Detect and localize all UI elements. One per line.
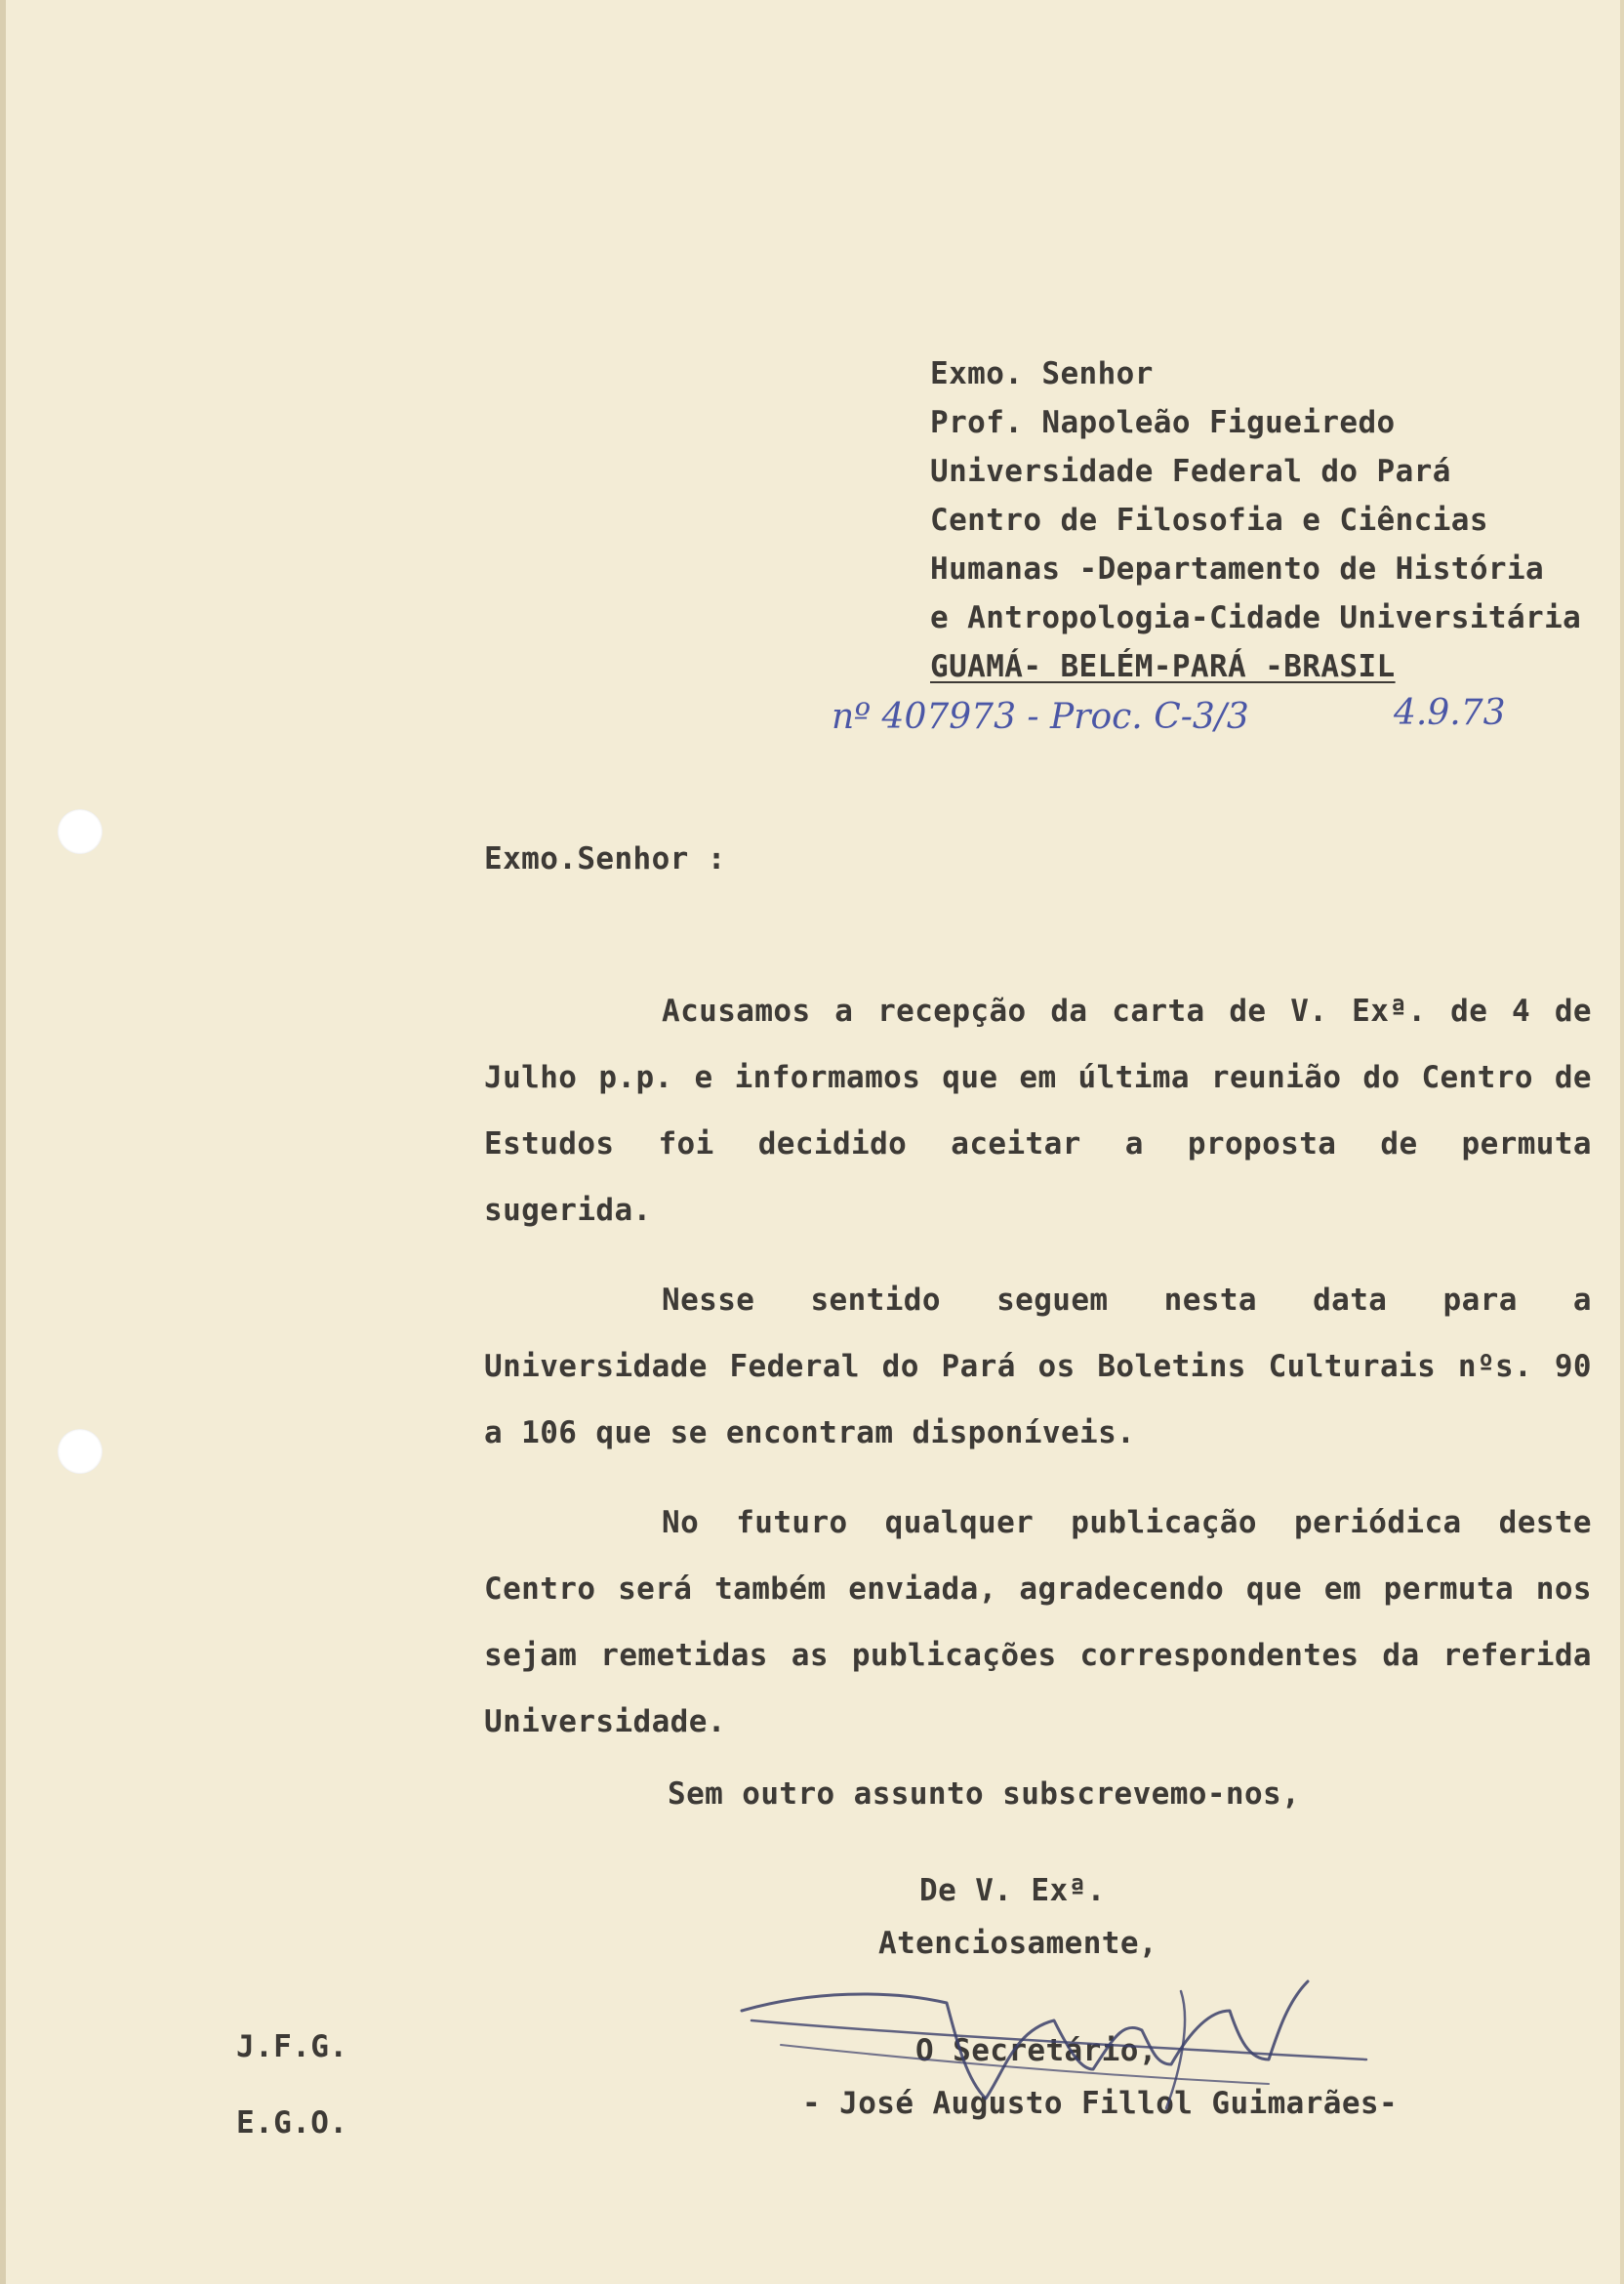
punch-hole-bottom — [58, 1429, 102, 1474]
signoff-title: O Secretário, — [915, 2033, 1157, 2068]
signatory-name: - José Augusto Fillol Guimarães- — [802, 2086, 1399, 2121]
handwritten-date: 4.9.73 — [1394, 693, 1506, 733]
body-paragraph: Acusamos a recepção da carta de V. Exª. de 4 de Julho p.p. e informamos que em última reunião do Centro de Estudos foi decidido aceitar a proposta de permuta sugerida. — [484, 994, 1592, 1228]
address-line: Prof. Napoleão Figueiredo — [930, 405, 1396, 440]
closing-line: Sem outro assunto subscrevemo-nos, — [668, 1776, 1301, 1812]
body-paragraph: Nesse sentido seguem nesta data para a Universidade Federal do Pará os Boletins Culturais nºs. 90 a 106 que se encontram disponíveis. — [484, 1283, 1592, 1450]
signoff-courtesy: De V. Exª. — [919, 1873, 1106, 1908]
handwritten-signature — [722, 1952, 1386, 2138]
recipient-address — [930, 349, 1581, 691]
letter-body — [484, 978, 1592, 1755]
page-right-edge — [1620, 0, 1624, 2284]
initials-line: E.G.O. — [236, 2105, 348, 2141]
initials-line: J.F.G. — [236, 2029, 348, 2064]
address-line: Centro de Filosofia e Ciências — [930, 503, 1488, 538]
address-line: e Antropologia-Cidade Universitária — [930, 600, 1582, 635]
address-city-line: GUAMÁ- BELÉM-PARÁ -BRASIL — [930, 649, 1396, 684]
typist-initials — [236, 2009, 347, 2161]
page-left-edge — [0, 0, 6, 2284]
address-line: Universidade Federal do Pará — [930, 454, 1451, 489]
signoff-regards: Atenciosamente, — [878, 1926, 1157, 1961]
punch-hole-top — [58, 809, 102, 854]
handwritten-reference-number: nº 407973 - Proc. C-3/3 — [832, 697, 1249, 737]
address-line: Humanas -Departamento de História — [930, 551, 1545, 587]
address-line: Exmo. Senhor — [930, 356, 1154, 391]
salutation: Exmo.Senhor : — [484, 841, 726, 877]
body-paragraph: No futuro qualquer publicação periódica deste Centro será também enviada, agradecendo que em permuta nos sejam remetidas as publicações correspondentes da referida Universidade. — [484, 1505, 1592, 1739]
